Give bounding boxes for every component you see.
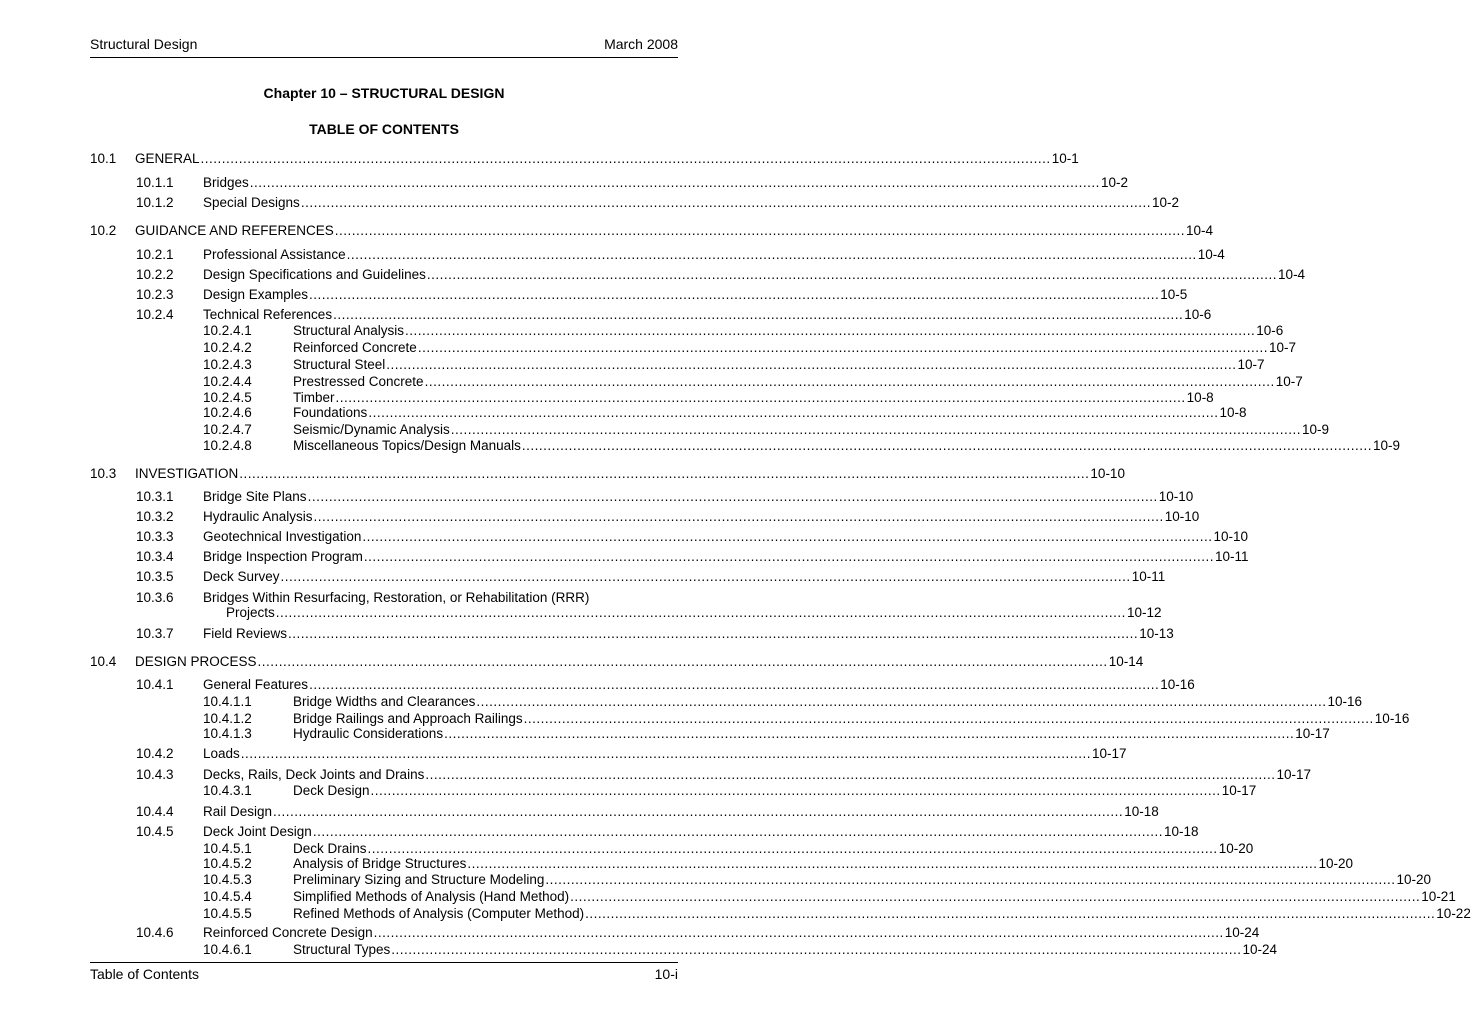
dot-leader: ........................................................................................................................................................................................................ xyxy=(200,151,1051,166)
toc-entry[interactable] xyxy=(0,339,1297,356)
toc-entry-title: Deck Drains xyxy=(293,841,367,856)
toc-entry-page: 10-9 xyxy=(1373,438,1401,453)
toc-entry-title: Preliminary Sizing and Structure Modeling xyxy=(293,872,545,887)
toc-entry[interactable] xyxy=(0,356,1265,373)
toc-entry-page: 10-16 xyxy=(1374,711,1410,726)
toc-entry-number: 10.2.3 xyxy=(136,287,174,302)
toc-entry[interactable] xyxy=(0,568,1166,585)
toc-entry[interactable] xyxy=(0,855,1354,872)
toc-entry-title: Simplified Methods of Analysis (Hand Method) xyxy=(293,889,570,904)
toc-entry-number: 10.3.3 xyxy=(136,529,174,544)
toc-entry[interactable] xyxy=(0,266,1306,283)
dot-leader: ........................................................................................................................................................................................................ xyxy=(450,422,1301,437)
toc-entry-number: 10.4.1.1 xyxy=(203,694,252,709)
dot-leader: ........................................................................................................................................................................................................ xyxy=(346,247,1197,262)
toc-entry-title: Hydraulic Analysis xyxy=(203,509,313,524)
toc-entry-title: Deck Design xyxy=(293,783,370,798)
toc-entry-page: 10-6 xyxy=(1184,307,1212,322)
toc-entry-page: 10-17 xyxy=(1091,746,1127,761)
toc-entry[interactable] xyxy=(0,871,1432,888)
toc-entry-number: 10.3.2 xyxy=(136,509,174,524)
toc-entry-number: 10.3.4 xyxy=(136,549,174,564)
toc-entry-page: 10-7 xyxy=(1268,340,1297,355)
toc-entry-title: Bridge Site Plans xyxy=(203,489,307,504)
dot-leader: ........................................................................................................................................................................................................ xyxy=(300,195,1151,210)
dot-leader: ........................................................................................................................................................................................................ xyxy=(273,804,1124,819)
toc-entry[interactable] xyxy=(0,508,1200,525)
toc-entry-title: Structural Steel xyxy=(293,357,386,372)
dot-leader: ........................................................................................................................................................................................................ xyxy=(476,694,1327,709)
toc-entry[interactable] xyxy=(0,766,1312,783)
toc-entry-title: Timber xyxy=(293,390,335,405)
toc-entry-page: 10-1 xyxy=(1051,151,1079,166)
footer-rule xyxy=(90,962,678,963)
toc-entry-title: Design Examples xyxy=(203,287,309,302)
dot-leader: ........................................................................................................................................................................................................ xyxy=(335,390,1186,405)
toc-entry-title: Geotechnical Investigation xyxy=(203,529,362,544)
toc-entry-page: 10-13 xyxy=(1139,626,1174,641)
toc-entry[interactable] xyxy=(0,488,1194,505)
toc-entry-number: 10.4.4 xyxy=(136,804,174,819)
toc-entry-number: 10.2 xyxy=(90,223,117,238)
toc-entry-page: 10-10 xyxy=(1090,466,1125,481)
toc-entry-page: 10-17 xyxy=(1295,726,1330,741)
toc-entry-title: Bridges Within Resurfacing, Restoration, or Rehabilitation (RRR) xyxy=(203,590,590,605)
toc-entry[interactable] xyxy=(0,745,1127,762)
toc-entry[interactable] xyxy=(0,306,1212,323)
toc-entry[interactable] xyxy=(0,322,1284,339)
dot-leader: ........................................................................................................................................................................................................ xyxy=(334,223,1185,238)
dot-leader: ........................................................................................................................................................................................................ xyxy=(368,405,1219,420)
toc-entry-page: 10-14 xyxy=(1108,654,1144,669)
toc-entry[interactable] xyxy=(0,548,1249,565)
header-right: March 2008 xyxy=(604,36,678,52)
toc-entry-page: 10-24 xyxy=(1242,942,1277,957)
toc-entry-number: 10.2.4.2 xyxy=(203,340,252,355)
toc-entry-page: 10-7 xyxy=(1275,374,1303,389)
toc-entry-title: GUIDANCE AND REFERENCES xyxy=(135,223,334,238)
footer-right: 10-i xyxy=(654,966,678,982)
dot-leader: ........................................................................................................................................................................................................ xyxy=(362,529,1213,544)
dot-leader: ........................................................................................................................................................................................................ xyxy=(313,509,1164,524)
toc-entry-title: Structural Types xyxy=(293,942,391,957)
toc-entry[interactable] xyxy=(0,465,1125,482)
toc-entry-page: 10-2 xyxy=(1151,195,1179,210)
toc-entry-title: Reinforced Concrete Design xyxy=(203,925,373,940)
toc-entry-title: Foundations xyxy=(293,405,368,420)
toc-entry-number: 10.1.2 xyxy=(136,195,174,210)
toc-entry-title: Prestressed Concrete xyxy=(293,374,424,389)
dot-leader: ........................................................................................................................................................................................................ xyxy=(444,726,1295,741)
toc-entry-title: Seismic/Dynamic Analysis xyxy=(293,422,450,437)
toc-entry[interactable] xyxy=(0,823,1199,840)
toc-entry[interactable] xyxy=(0,803,1159,820)
dot-leader: ........................................................................................................................................................................................................ xyxy=(373,925,1224,940)
dot-leader: ........................................................................................................................................................................................................ xyxy=(280,569,1131,584)
page-footer xyxy=(90,966,678,984)
toc-entry-number: 10.4.6 xyxy=(136,925,174,940)
toc-entry-page: 10-24 xyxy=(1224,925,1260,940)
toc-entry-page: 10-18 xyxy=(1163,824,1199,839)
toc-entry-number: 10.4.6.1 xyxy=(203,942,252,957)
toc-entry[interactable] xyxy=(0,941,1277,958)
toc-entry-title: Bridge Widths and Clearances xyxy=(293,694,476,709)
toc-entry-number: 10.2.4.3 xyxy=(203,357,252,372)
toc-entry-title: Special Designs xyxy=(203,195,300,210)
dot-leader: ........................................................................................................................................................................................................ xyxy=(309,677,1160,692)
dot-leader: ........................................................................................................................................................................................................ xyxy=(257,654,1108,669)
toc-entry[interactable] xyxy=(0,528,1249,545)
toc-entry-title: Technical References xyxy=(203,307,333,322)
toc-entry-title: Deck Survey xyxy=(203,569,280,584)
dot-leader: ........................................................................................................................................................................................................ xyxy=(545,872,1396,887)
toc-entry-page: 10-11 xyxy=(1215,549,1249,564)
toc-entry[interactable] xyxy=(0,653,1144,670)
toc-entry-title: Bridges xyxy=(203,175,249,190)
toc-entry[interactable] xyxy=(0,924,1260,941)
toc-entry-number: 10.2.4 xyxy=(136,307,174,322)
dot-leader: ........................................................................................................................................................................................................ xyxy=(288,626,1139,641)
toc-entry[interactable] xyxy=(0,782,1257,799)
toc-entry[interactable] xyxy=(0,676,1195,693)
toc-entry-number: 10.4.1.2 xyxy=(203,711,252,726)
dot-leader: ........................................................................................................................................................................................................ xyxy=(367,841,1218,856)
toc-entry-number: 10.4.5.4 xyxy=(203,889,252,904)
dot-leader: ........................................................................................................................................................................................................ xyxy=(249,175,1100,190)
toc-entry[interactable] xyxy=(0,905,1471,922)
toc-entry-title: Deck Joint Design xyxy=(203,824,312,839)
toc-entry[interactable] xyxy=(0,421,1329,438)
toc-entry-page: 10-18 xyxy=(1124,804,1159,819)
dot-leader: ........................................................................................................................................................................................................ xyxy=(467,856,1318,871)
toc-entry-number: 10.3.1 xyxy=(136,489,174,504)
toc-entry[interactable] xyxy=(0,150,1079,167)
toc-entry-page: 10-12 xyxy=(1126,605,1162,620)
toc-entry[interactable] xyxy=(0,604,1162,621)
dot-leader: ........................................................................................................................................................................................................ xyxy=(333,307,1184,322)
toc-entry-title: Bridge Railings and Approach Railings xyxy=(293,711,523,726)
dot-leader: ........................................................................................................................................................................................................ xyxy=(312,824,1163,839)
dot-leader: ........................................................................................................................................................................................................ xyxy=(307,489,1158,504)
toc-entry[interactable] xyxy=(0,625,1174,642)
toc-entry-number: 10.4.3.1 xyxy=(203,783,252,798)
toc-entry-number: 10.2.2 xyxy=(136,267,174,282)
dot-leader: ........................................................................................................................................................................................................ xyxy=(570,889,1421,904)
toc-entry-page: 10-4 xyxy=(1197,247,1225,262)
toc-entry-page: 10-9 xyxy=(1301,422,1329,437)
toc-entry-title: Analysis of Bridge Structures xyxy=(293,856,467,871)
dot-leader: ........................................................................................................................................................................................................ xyxy=(417,340,1268,355)
dot-leader: ........................................................................................................................................................................................................ xyxy=(391,942,1242,957)
toc-entry-title: Miscellaneous Topics/Design Manuals xyxy=(293,438,521,453)
toc-entry-page: 10-11 xyxy=(1131,569,1166,584)
toc-entry-number: 10.4.5.3 xyxy=(203,872,252,887)
header-left: Structural Design xyxy=(90,36,198,52)
toc-entry-title: Rail Design xyxy=(203,804,273,819)
toc-entry-number: 10.4.5.2 xyxy=(203,856,252,871)
toc-entry-page: 10-17 xyxy=(1221,783,1257,798)
toc-entry-number: 10.1.1 xyxy=(136,175,174,190)
toc-entry-number: 10.3.7 xyxy=(136,626,174,641)
dot-leader: ........................................................................................................................................................................................................ xyxy=(275,605,1126,620)
dot-leader: ........................................................................................................................................................................................................ xyxy=(523,711,1374,726)
toc-entry-page: 10-17 xyxy=(1276,767,1312,782)
toc-entry-number: 10.4.3 xyxy=(136,767,174,782)
toc-entry[interactable] xyxy=(0,693,1363,710)
dot-leader: ........................................................................................................................................................................................................ xyxy=(585,906,1436,921)
chapter-title: Chapter 10 – STRUCTURAL DESIGN xyxy=(263,85,505,101)
toc-entry-number: 10.2.4.5 xyxy=(203,390,252,405)
toc-entry-number: 10.2.4.4 xyxy=(203,374,252,389)
toc-entry-title: Field Reviews xyxy=(203,626,288,641)
toc-entry-title: Bridge Inspection Program xyxy=(203,549,363,564)
toc-entry-title: Reinforced Concrete xyxy=(293,340,417,355)
toc-entry-title: DESIGN PROCESS xyxy=(135,654,257,669)
dot-leader: ........................................................................................................................................................................................................ xyxy=(405,323,1256,338)
toc-entry-page: 10-20 xyxy=(1318,856,1354,871)
toc-entry-page: 10-6 xyxy=(1256,323,1284,338)
toc-entry-title: Design Specifications and Guidelines xyxy=(203,267,426,282)
toc-entry-page: 10-16 xyxy=(1327,694,1363,709)
dot-leader: ........................................................................................................................................................................................................ xyxy=(425,767,1276,782)
toc-entry[interactable] xyxy=(0,194,1179,211)
toc-entry[interactable] xyxy=(0,222,1213,239)
toc-entry-title: General Features xyxy=(203,677,309,692)
toc-entry[interactable] xyxy=(0,404,1247,421)
toc-entry-number: 10.2.4.7 xyxy=(203,422,252,437)
toc-entry-page: 10-4 xyxy=(1185,223,1213,238)
footer-left: Table of Contents xyxy=(90,966,199,982)
toc-entry-page: 10-10 xyxy=(1158,489,1194,504)
toc-entry[interactable] xyxy=(0,888,1456,905)
toc-entry-page: 10-21 xyxy=(1421,889,1456,904)
toc-entry-page: 10-10 xyxy=(1164,509,1200,524)
toc-entry-number: 10.1 xyxy=(90,151,117,166)
dot-leader: ........................................................................................................................................................................................................ xyxy=(363,549,1214,564)
toc-entry-number: 10.4.1 xyxy=(136,677,174,692)
toc-entry[interactable] xyxy=(0,373,1303,390)
dot-leader: ........................................................................................................................................................................................................ xyxy=(426,267,1278,282)
toc-entry-title: GENERAL xyxy=(135,151,200,166)
toc-entry-number: 10.3.5 xyxy=(136,569,174,584)
toc-entry-page: 10-5 xyxy=(1160,287,1188,302)
toc-entry-number: 10.2.4.6 xyxy=(203,405,252,420)
toc-entry-number: 10.4.1.3 xyxy=(203,726,252,741)
toc-title: TABLE OF CONTENTS xyxy=(309,121,459,137)
toc-entry-number: 10.2.4.1 xyxy=(203,323,252,338)
toc-entry-title: Refined Methods of Analysis (Computer Method) xyxy=(293,906,585,921)
toc-entry-title: Decks, Rails, Deck Joints and Drains xyxy=(203,767,425,782)
toc-entry-title: Hydraulic Considerations xyxy=(293,726,444,741)
toc-entry[interactable] xyxy=(0,286,1188,303)
toc-entry-page: 10-20 xyxy=(1396,872,1432,887)
toc-entry-title: Structural Analysis xyxy=(293,323,405,338)
toc-entry-number: 10.4.5.1 xyxy=(203,841,252,856)
toc-entry-page: 10-10 xyxy=(1213,529,1249,544)
toc-entry-number: 10.2.1 xyxy=(136,247,174,262)
toc-entry-page: 10-7 xyxy=(1237,357,1265,372)
toc-entry-page: 10-16 xyxy=(1160,677,1195,692)
toc-entry-title: INVESTIGATION xyxy=(135,466,239,481)
toc-entry-page: 10-4 xyxy=(1278,267,1306,282)
dot-leader: ........................................................................................................................................................................................................ xyxy=(239,466,1090,481)
dot-leader: ........................................................................................................................................................................................................ xyxy=(386,357,1237,372)
toc-entry[interactable] xyxy=(0,246,1225,263)
dot-leader: ........................................................................................................................................................................................................ xyxy=(370,783,1221,798)
toc-entry[interactable] xyxy=(0,437,1401,454)
toc-entry-number: 10.4.2 xyxy=(136,746,174,761)
toc-entry-title: Professional Assistance xyxy=(203,247,346,262)
toc-entry-number: 10.3.6 xyxy=(136,590,174,605)
dot-leader: ........................................................................................................................................................................................................ xyxy=(424,374,1275,389)
dot-leader: ........................................................................................................................................................................................................ xyxy=(309,287,1160,302)
toc-entry-title: Projects xyxy=(226,605,275,620)
dot-leader: ........................................................................................................................................................................................................ xyxy=(521,438,1373,453)
toc-entry-page: 10-2 xyxy=(1100,175,1128,190)
toc-entry-page: 10-8 xyxy=(1186,390,1214,405)
toc-entry[interactable] xyxy=(0,174,1128,191)
toc-entry-page: 10-20 xyxy=(1218,841,1254,856)
toc-entry-page: 10-8 xyxy=(1219,405,1247,420)
toc-entry-number: 10.4.5 xyxy=(136,824,174,839)
toc-entry[interactable] xyxy=(0,725,1330,742)
dot-leader: ........................................................................................................................................................................................................ xyxy=(240,746,1091,761)
toc-entry-number: 10.4 xyxy=(90,654,117,669)
toc-entry-number: 10.3 xyxy=(90,466,117,481)
toc-entry-number: 10.2.4.8 xyxy=(203,438,252,453)
toc-entry-number: 10.4.5.5 xyxy=(203,906,252,921)
toc-entry-title: Loads xyxy=(203,746,240,761)
toc-entry-page: 10-22 xyxy=(1436,906,1471,921)
